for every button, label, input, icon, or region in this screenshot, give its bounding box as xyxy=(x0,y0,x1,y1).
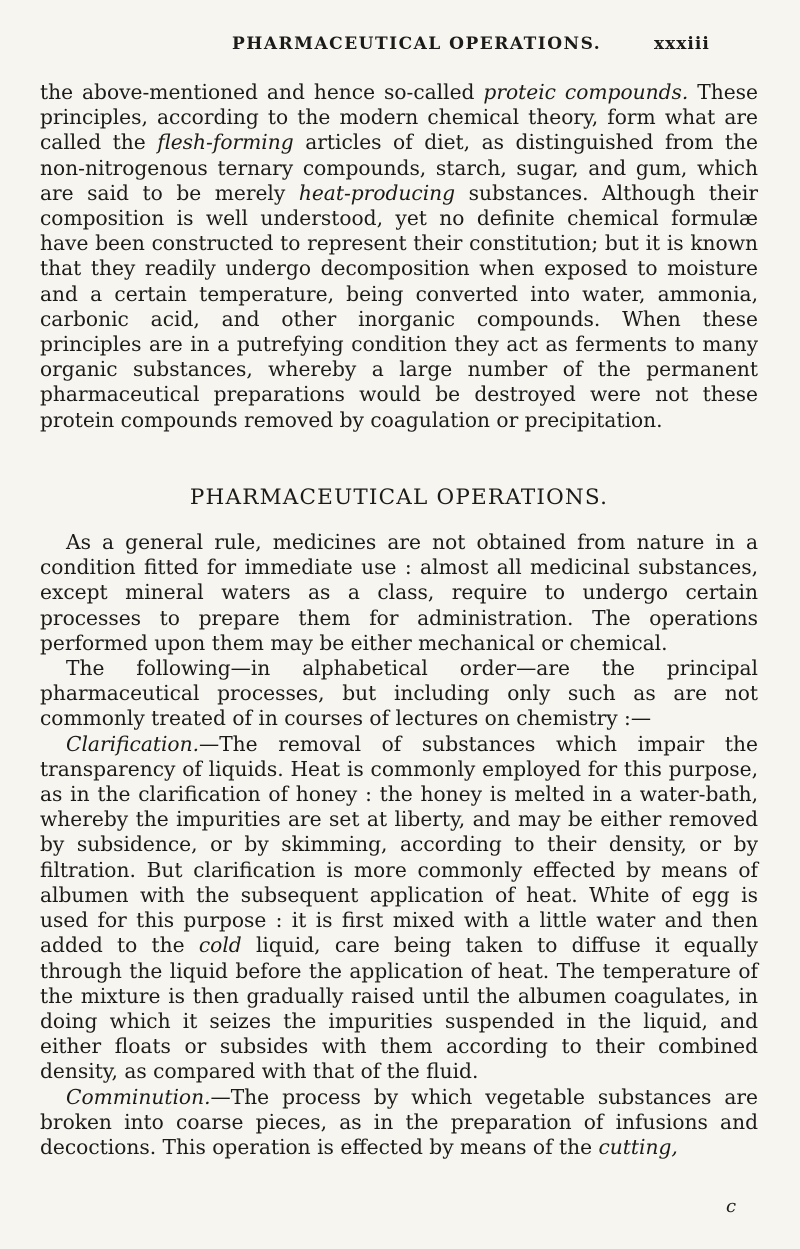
term-comminution: Comminution. xyxy=(66,1084,211,1109)
paragraph-clarification xyxy=(40,732,758,1085)
paragraph-text: articles of diet, as distinguished from the non-nitrogenous ternary compounds, starch, sugar, and gum, which are said to be merely xyxy=(40,130,758,205)
emphasis-text: proteic compounds. xyxy=(483,80,689,104)
paragraph-comminution xyxy=(40,1085,758,1161)
paragraph-proteic-compounds xyxy=(40,80,758,433)
paragraph-text: —The process by which vegetable substances are broken into coarse pieces, as in the preparation of infusions and decoctions. This operation is effected by means of the xyxy=(40,1084,758,1159)
paragraph-text: liquid, care being taken to diffuse it equally through the liquid before the application of heat. The temperature of the mixture is then gradually raised until the albumen coagulates, in doing which it seizes the impurities suspended in the liquid, and either floats or subsides with them according to their combined density, as compared with that of the fluid. xyxy=(40,933,758,1084)
paragraph-text: the above-mentioned and hence so-called xyxy=(40,80,484,104)
running-header xyxy=(0,14,800,54)
emphasis-text: heat-producing xyxy=(298,180,456,205)
paragraph-processes-intro: The following—in alphabetical order—are the principal pharmaceutical processes, but including only such as are not commonly treated of in courses of lectures on chemistry :— xyxy=(40,656,758,731)
running-title: PHARMACEUTICAL OPERATIONS. xyxy=(232,34,602,54)
paragraph-text: These principles, according to the modern chemical theory, form what are called the xyxy=(40,80,758,155)
emphasis-text: flesh-forming xyxy=(157,130,294,155)
paragraph-text: —The removal of substances which impair the transparency of liquids. Heat is commonly employed for this purpose, as in the clarification of honey : the honey is melted in a water-bath, whereby the impurities are set at liberty, and may be either removed by subsidence, or by skimming, according to their density, or by filtration. But clarification is more commonly effected by means of albumen with the subsequent application of heat. White of egg is used for this purpose : it is first mixed with a little water and then added to the xyxy=(40,731,758,958)
emphasis-text: cutting, xyxy=(598,1134,678,1159)
paragraph-general-rule: As a general rule, medicines are not obtained from nature in a condition fitted for immediate use : almost all medicinal substances, except mineral waters as a class, require to undergo certain processes to prepare them for administration. The operations performed upon them may be either mechanical or chemical. xyxy=(40,530,758,655)
emphasis-text: cold xyxy=(198,933,242,958)
signature-mark: c xyxy=(726,1196,737,1217)
paragraph-text: substances. Although their composition is well understood, yet no definite chemical formulæ have been constructed to represent their constitution; but it is known that they readily undergo decomposition when exposed to moisture and a certain temperature, being converted into water, ammonia, carbonic acid, and other inorganic compounds. When these principles are in a putrefying condition they act as ferments to many organic substances, whereby a large number of the permanent pharmaceutical preparations would be destroyed were not these protein compounds removed by coagulation or precipitation. xyxy=(40,180,758,432)
section-heading: PHARMACEUTICAL OPERATIONS. xyxy=(189,484,609,510)
term-clarification: Clarification. xyxy=(66,731,199,756)
page-number: xxxiii xyxy=(654,34,710,54)
body-text xyxy=(40,80,758,1160)
